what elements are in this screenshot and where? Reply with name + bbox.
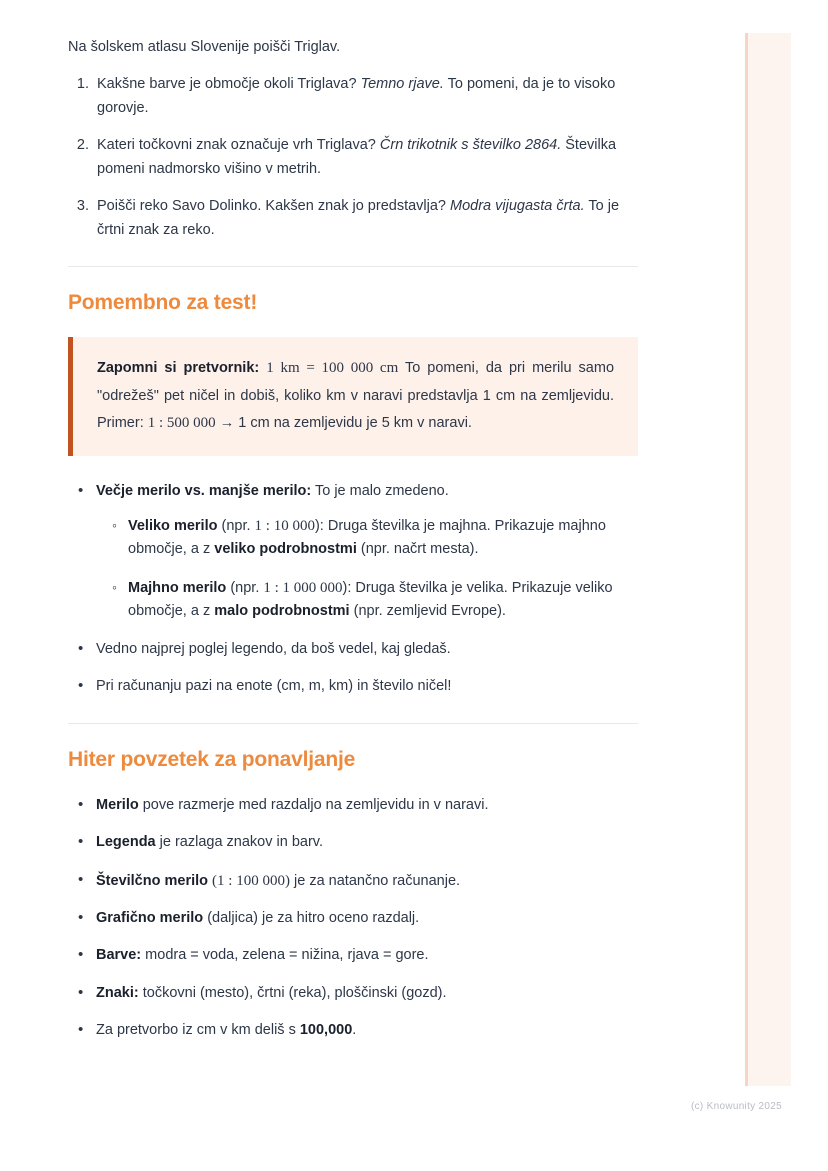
- summary-text: pove razmerje med razdaljo na zemljevidu in v naravi.: [142, 796, 489, 813]
- footer-copyright: (c) Knowunity 2025: [690, 1101, 782, 1112]
- summary-bold-label: Barve:: [96, 947, 142, 964]
- summary-bold-number: 100,000: [299, 1022, 353, 1039]
- callout-body-2: 1 cm na zemljevidu je 5 km v naravi.: [238, 415, 472, 432]
- list-item: [128, 576, 638, 624]
- page-edge-decoration: [745, 33, 791, 1086]
- merilo-sub-list: [96, 514, 638, 624]
- page-edge-line: [745, 33, 748, 1086]
- test-tips-list: [68, 480, 638, 698]
- summary-text: je za natančno računanje.: [294, 872, 461, 889]
- sub-bullet-bold-emphasis: malo podrobnostmi: [214, 603, 350, 620]
- callout-text: [97, 355, 614, 438]
- summary-text: Za pretvorbo iz cm v km deliš s: [96, 1022, 296, 1039]
- question-text: Kakšne barve je območje okoli Triglava?: [97, 76, 357, 93]
- list-item: [93, 73, 638, 120]
- list-item: [92, 907, 638, 930]
- list-item: [92, 944, 638, 967]
- sub-paren-open: (npr.: [221, 517, 251, 534]
- explanation-text: To pomeni, da je to visoko gorovje.: [97, 76, 616, 116]
- atlas-questions-list: [68, 73, 638, 242]
- callout-arrow: →: [219, 415, 235, 432]
- heading-hiter-povzetek: Hiter povzetek za ponavljanje: [68, 747, 356, 771]
- answer-italic: Modra vijugasta črta.: [450, 198, 585, 215]
- list-item: • Vedno najprej poglej legendo, da boš vedel, kaj gledaš.: [92, 638, 638, 661]
- list-item: [92, 831, 638, 854]
- sub-paren-open: (npr.: [230, 579, 260, 596]
- answer-italic: Črn trikotnik s številko 2864.: [379, 137, 562, 154]
- summary-bold-label: Grafično merilo: [96, 909, 204, 926]
- list-item: [92, 982, 638, 1005]
- section-divider-1: [68, 266, 638, 267]
- list-item: [92, 480, 638, 623]
- summary-bold-label: Številčno merilo: [96, 872, 209, 889]
- callout-lead: Zapomni si pretvornik:: [97, 360, 260, 377]
- explanation-text: Številka pomeni nadmorsko višino v metrih.: [97, 137, 617, 177]
- answer-italic: Temno rjave.: [360, 76, 444, 93]
- list-item: [93, 195, 638, 242]
- list-item: • Pri računanju pazi na enote (cm, m, km) in število ničel!: [92, 675, 638, 698]
- sub-bullet-bold-label: Majhno merilo: [128, 579, 227, 596]
- math-km-to-cm: 1 km = 100 000 cm: [266, 360, 399, 377]
- summary-text: točkovni (mesto), črtni (reka), ploščinski (gozd).: [142, 984, 447, 1001]
- summary-list: [68, 794, 638, 1043]
- summary-period: .: [352, 1022, 357, 1039]
- summary-text: je razlaga znakov in barv.: [159, 834, 324, 851]
- sub-bullet-mid: ): Druga številka je velika. Prikazuje veliko območje, a z: [128, 579, 613, 620]
- list-item: [92, 1019, 638, 1042]
- sub-bullet-tail: (npr. načrt mesta).: [360, 541, 479, 558]
- bullet-bold-label: Večje merilo vs. manjše merilo:: [96, 483, 312, 500]
- math-scale-1000000: 1 : 1 000 000: [263, 579, 343, 596]
- intro-paragraph: Na šolskem atlasu Slovenije poišči Triglav.: [68, 39, 341, 55]
- heading-pomembno-za-test: Pomembno za test!: [68, 291, 258, 315]
- sub-bullet-mid: ): Druga številka je majhna. Prikazuje majhno območje, a z: [128, 517, 606, 558]
- math-scale-10000: 1 : 10 000: [254, 517, 315, 534]
- summary-bold-label: Znaki:: [96, 984, 139, 1001]
- summary-text: (daljica) je za hitro oceno razdalj.: [207, 909, 420, 926]
- list-item: [93, 134, 638, 181]
- list-item: [92, 794, 638, 817]
- sub-bullet-bold-label: Veliko merilo: [128, 517, 218, 534]
- question-text: Kateri točkovni znak označuje vrh Triglava?: [97, 137, 376, 154]
- sub-bullet-bold-emphasis: veliko podrobnostmi: [214, 541, 357, 558]
- list-item: [92, 869, 638, 893]
- question-text: Poišči reko Savo Dolinko. Kakšen znak jo predstavlja?: [97, 198, 446, 215]
- callout-body-1: To pomeni, da pri merilu samo "odrežeš" pet ničel in dobiš, koliko km v naravi predstavlja 1 cm na zemljevidu. Primer:: [97, 360, 615, 432]
- list-item: [128, 514, 638, 562]
- sub-bullet-tail: (npr. zemljevid Evrope).: [353, 603, 506, 620]
- math-scale-500000: 1 : 500 000: [147, 415, 216, 432]
- summary-bold-label: Merilo: [96, 796, 139, 813]
- summary-text: modra = voda, zelena = nižina, rjava = gore.: [145, 947, 429, 964]
- document-body: [68, 36, 638, 1043]
- section-divider-2: [68, 723, 638, 724]
- bullet-text: To je malo zmedeno.: [314, 483, 449, 500]
- summary-bold-label: Legenda: [96, 834, 156, 851]
- explanation-text: To je črtni znak za reko.: [97, 198, 620, 238]
- math-scale-100000: (1 : 100 000): [212, 872, 290, 889]
- callout-pretvornik: [68, 337, 638, 456]
